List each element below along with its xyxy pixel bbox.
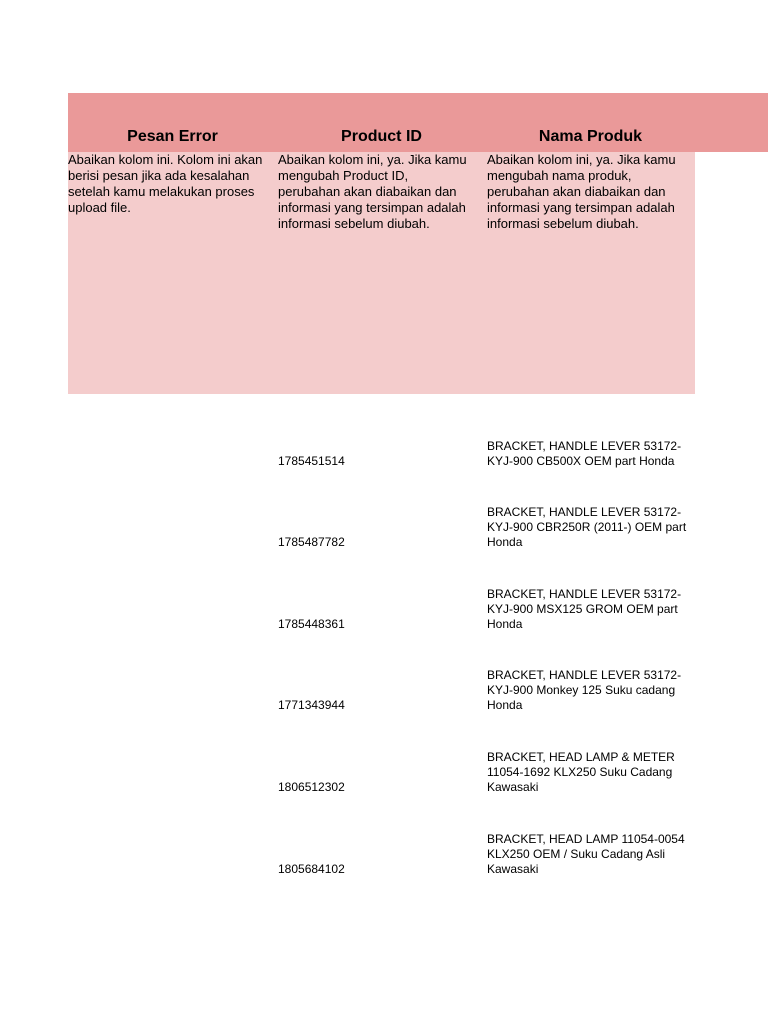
product-id-cell[interactable]: 1785487782	[278, 535, 345, 550]
table-row	[68, 394, 695, 476]
description-pesan-error[interactable]: Abaikan kolom ini. Kolom ini akan berisi pesan jika ada kesalahan setelah kamu melakukan proses upload file.	[68, 152, 263, 215]
product-id-cell[interactable]: 1806512302	[278, 779, 345, 794]
table-row	[68, 557, 695, 639]
table-row	[68, 639, 695, 721]
product-id-cell[interactable]: 1805684102	[278, 861, 345, 876]
table-row	[68, 720, 695, 802]
description-nama-produk[interactable]: Abaikan kolom ini, ya. Jika kamu mengubah nama produk, perubahan akan diabaikan dan informasi yang tersimpan adalah informasi sebelum diubah.	[487, 152, 676, 231]
product-name-cell[interactable]: BRACKET, HEAD LAMP 11054-0054 KLX250 OEM / Suku Cadang Asli Kawasaki	[487, 831, 685, 876]
product-name-cell[interactable]: BRACKET, HEAD LAMP & METER 11054-1692 KLX250 Suku Cadang Kawasaki	[487, 749, 675, 794]
product-name-cell[interactable]: BRACKET, HANDLE LEVER 53172- KYJ-900 Monkey 125 Suku cadang Honda	[487, 668, 682, 713]
product-rows	[68, 394, 695, 884]
header-pesan-error[interactable]: Pesan Error	[127, 128, 218, 145]
product-name-cell[interactable]: BRACKET, HANDLE LEVER 53172- KYJ-900 MSX125 GROM OEM part Honda	[487, 586, 682, 631]
table-row	[68, 802, 695, 884]
product-id-cell[interactable]: 1771343944	[278, 698, 345, 713]
header-product-id[interactable]: Product ID	[341, 128, 422, 145]
header-nama-produk[interactable]: Nama Produk	[538, 128, 643, 145]
product-id-cell[interactable]: 1785451514	[278, 453, 345, 468]
table-row	[68, 476, 695, 558]
product-name-cell[interactable]: BRACKET, HANDLE LEVER 53172- KYJ-900 CB500X OEM part Honda	[487, 438, 682, 468]
header-row	[68, 93, 768, 152]
product-name-cell[interactable]: BRACKET, HANDLE LEVER 53172- KYJ-900 CBR250R (2011-) OEM part Honda	[487, 505, 687, 550]
product-id-cell[interactable]: 1785448361	[278, 616, 345, 631]
description-row	[68, 152, 695, 394]
description-product-id[interactable]: Abaikan kolom ini, ya. Jika kamu mengubah Product ID, perubahan akan diabaikan dan informasi yang tersimpan adalah informasi sebelum diubah.	[278, 152, 467, 231]
